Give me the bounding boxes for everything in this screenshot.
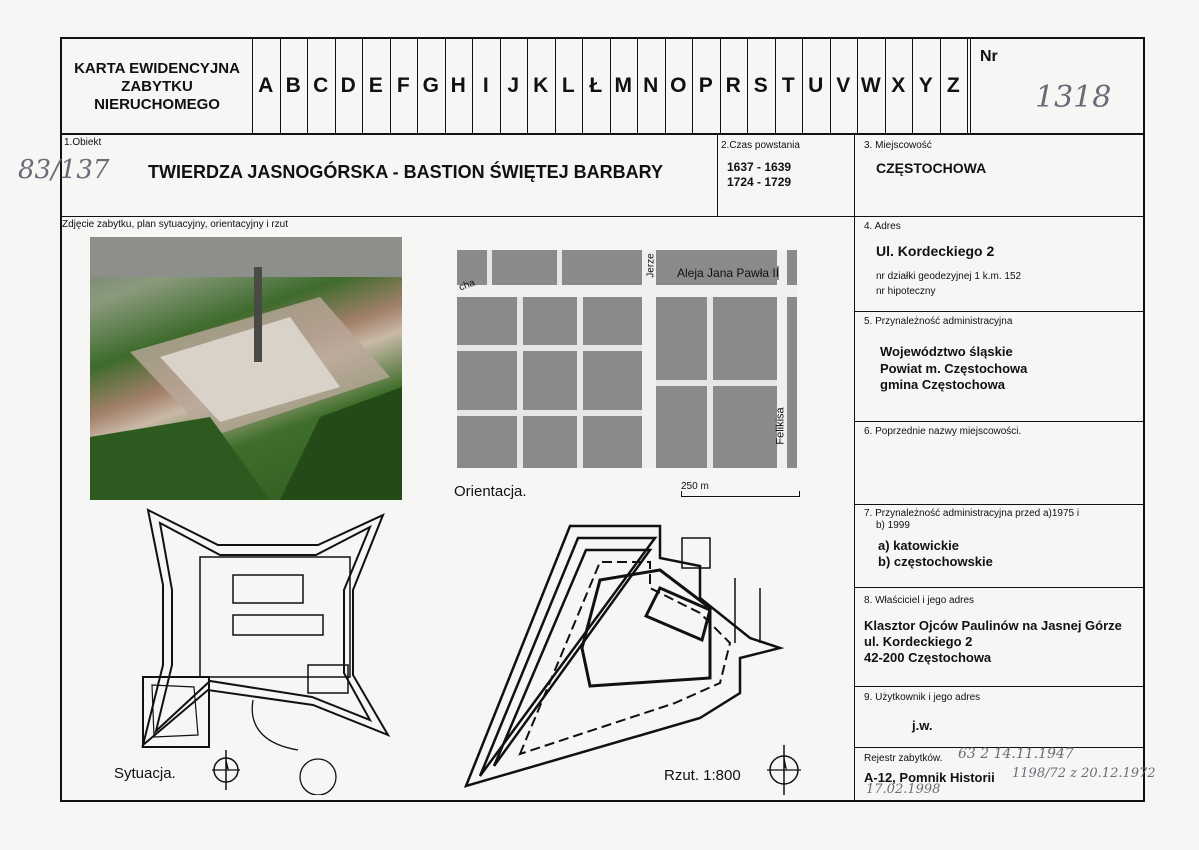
owner-line-3: 42-200 Częstochowa [864, 650, 992, 665]
right-divider-admin [854, 311, 1144, 312]
letter-cell: U [808, 73, 824, 97]
letter-cell: Y [918, 73, 933, 97]
letter-cell: W [860, 73, 881, 97]
photos-label: Zdjęcie zabytku, plan sytuacyjny, orientacyjny i rzut [62, 219, 289, 230]
scale-bar-label: 250 m [681, 481, 709, 492]
letter-cell: Ł [589, 73, 603, 97]
letter-cell: H [450, 73, 466, 97]
frame-left [60, 37, 62, 802]
scale-bar [681, 491, 800, 497]
letter-cell: J [507, 73, 520, 97]
address-mortgage: nr hipoteczny [876, 286, 936, 297]
address-parcel: nr działki geodezyjnej 1 k.m. 152 [876, 271, 1022, 282]
nr-label: Nr [980, 48, 998, 65]
aerial-photo [90, 237, 402, 500]
letter-cell: P [698, 73, 713, 97]
register-handwritten-2: 1198/72 z 20.12.1972 [1012, 766, 1156, 781]
map-street-label-3: Jerze [645, 253, 657, 278]
side-number: 83/137 [18, 155, 110, 185]
right-divider-owner [854, 587, 1144, 588]
letter-cell: F [396, 73, 410, 97]
right-divider-before [854, 504, 1144, 505]
letter-cell: R [725, 73, 741, 97]
plan-label: Rzut. 1:800 [664, 767, 741, 784]
letter-cell: B [285, 73, 301, 97]
letter-grid-divider [967, 37, 968, 134]
situation-plan [138, 505, 398, 795]
address-street: Ul. Kordeckiego 2 [876, 243, 995, 259]
map-street-label-1: Aleja Jana Pawła II [677, 266, 780, 280]
letter-cell: N [643, 73, 659, 97]
letter-cell: G [422, 73, 439, 97]
owner-label: 8. Właściciel i jego adres [864, 595, 975, 606]
situation-label: Sytuacja. [114, 765, 176, 782]
register-handwritten-1: 63 2 14.11.1947 [958, 746, 1074, 762]
admin-line-1: Województwo śląskie [880, 344, 1013, 359]
map-street-label-2: Felikisa [774, 407, 787, 445]
letter-cell: Z [946, 73, 960, 97]
register-value: A-12, Pomnik Historii [864, 770, 995, 785]
right-column-divider [854, 133, 855, 802]
object-label: 1.Obiekt [64, 137, 102, 148]
time-range-2: 1724 - 1729 [727, 175, 792, 189]
floor-plan [460, 518, 800, 790]
time-divider [717, 133, 718, 217]
plan-north-arrow-icon [765, 745, 803, 795]
frame-right [1143, 37, 1145, 802]
map-street-label-4: cha [457, 277, 477, 294]
time-label: 2.Czas powstania [721, 140, 800, 151]
nr-divider [970, 37, 971, 134]
letter-cell: C [313, 73, 329, 97]
letter-cell: K [533, 73, 549, 97]
letter-cell: S [753, 73, 768, 97]
letter-cell: T [781, 73, 795, 97]
card-title: KARTA EWIDENCYJNA ZABYTKU NIERUCHOMEGO [74, 60, 240, 113]
owner-line-1: Klasztor Ojców Paulinów na Jasnej Górze [864, 618, 1122, 633]
letter-cell: E [368, 73, 383, 97]
letter-cell: D [340, 73, 356, 97]
letter-cell: V [836, 73, 851, 97]
header-divider [60, 133, 1145, 135]
right-divider-user [854, 686, 1144, 687]
letter-cell: A [258, 73, 274, 97]
user-value: j.w. [912, 718, 933, 733]
user-label: 9. Użytkownik i jego adres [864, 692, 981, 703]
letter-cell: X [891, 73, 906, 97]
frame-bottom [60, 800, 1145, 802]
admin-line-3: gmina Częstochowa [880, 377, 1005, 392]
admin-before-label-2: b) 1999 [876, 520, 910, 531]
admin-label: 5. Przynależność administracyjna [864, 316, 1013, 327]
north-arrow-icon [210, 750, 242, 790]
letter-cell: O [670, 73, 687, 97]
address-label: 4. Adres [864, 221, 901, 232]
previous-names-label: 6. Poprzednie nazwy miejscowości. [864, 426, 1022, 437]
letter-cell: L [561, 73, 575, 97]
right-divider-prev [854, 421, 1144, 422]
nr-value: 1318 [1035, 80, 1112, 115]
time-range-1: 1637 - 1639 [727, 160, 792, 174]
orientation-map [457, 250, 797, 468]
place-value: CZĘSTOCHOWA [876, 160, 987, 176]
letter-cell: M [614, 73, 632, 97]
place-label: 3. Miejscowość [864, 140, 932, 151]
admin-before-b: b) częstochowskie [878, 554, 993, 569]
register-handwritten-3: 17.02.1998 [866, 782, 941, 797]
object-name: TWIERDZA JASNOGÓRSKA - BASTION ŚWIĘTEJ BARBARY [148, 162, 664, 182]
owner-line-2: ul. Kordeckiego 2 [864, 634, 973, 649]
admin-line-2: Powiat m. Częstochowa [880, 361, 1028, 376]
object-divider [60, 216, 1145, 217]
register-label: Rejestr zabytków. [864, 753, 943, 764]
admin-before-a: a) katowickie [878, 538, 959, 553]
letter-cell: I [482, 73, 489, 97]
admin-before-label-1: 7. Przynależność administracyjna przed a)1975 i [864, 508, 1080, 519]
orientation-label: Orientacja. [454, 483, 527, 500]
